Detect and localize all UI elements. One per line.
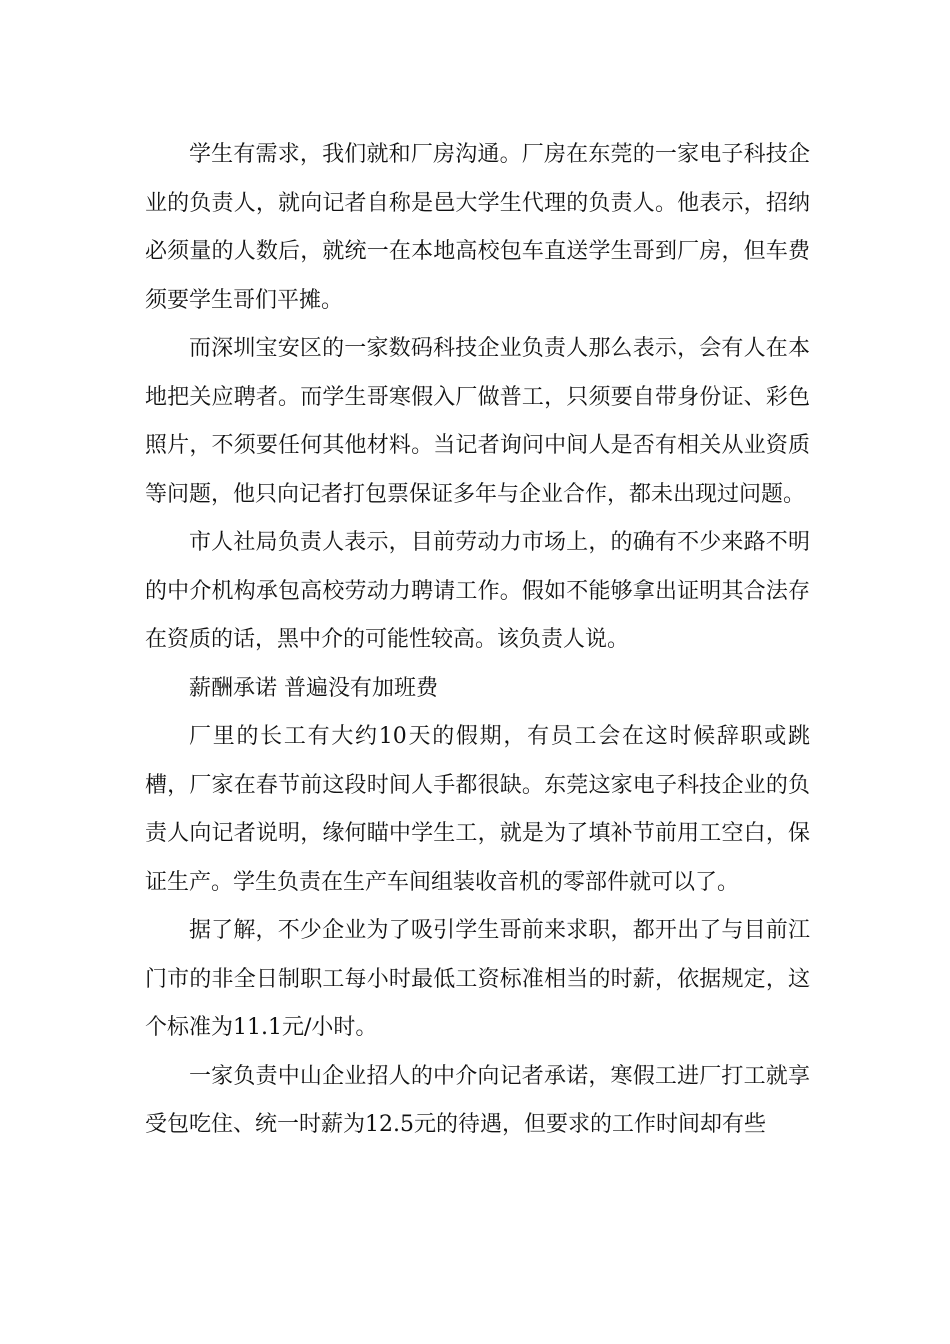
- paragraph-labor-bureau: 市人社局负责人表示，目前劳动力市场上，的确有不少来路不明的中介机构承包高校劳动力聘请工作。假如不能够拿出证明其合法存在资质的话，黑中介的可能性较高。该负责人说。: [145, 530, 810, 652]
- paragraph-student-demand: 学生有需求，我们就和厂房沟通。厂房在东莞的一家电子科技企业的负责人，就向记者自称是邑大学生代理的负责人。他表示，招纳必须量的人数后，就统一在本地高校包车直送学生哥到厂房，但车费须要学生哥们平摊。: [145, 142, 810, 313]
- paragraph-minimum-wage: 据了解，不少企业为了吸引学生哥前来求职，都开出了与目前江门市的非全日制职工每小时最低工资标准相当的时薪，依据规定，这个标准为11.1元/小时。: [145, 918, 810, 1040]
- paragraph-holiday-staffing: 厂里的长工有大约10天的假期，有员工会在这时候辞职或跳槽，厂家在春节前这段时间人手都很缺。东莞这家电子科技企业的负责人向记者说明，缘何瞄中学生工，就是为了填补节前用工空白，保证生产。学生负责在生产车间组装收音机的零部件就可以了。: [145, 724, 810, 895]
- section-heading-overtime: 薪酬承诺 普遍没有加班费: [189, 675, 438, 701]
- paragraph-shenzhen-company: 而深圳宝安区的一家数码科技企业负责人那么表示，会有人在本地把关应聘者。而学生哥寒假入厂做普工，只须要自带身份证、彩色照片，不须要任何其他材料。当记者询问中间人是否有相关从业资质等问题，他只向记者打包票保证多年与企业合作，都未出现过问题。: [145, 336, 810, 507]
- document-body: [145, 131, 810, 1150]
- paragraph-zhongshan-agency: 一家负责中山企业招人的中介向记者承诺，寒假工进厂打工就享受包吃住、统一时薪为12.5元的待遇，但要求的工作时间却有些: [145, 1063, 810, 1137]
